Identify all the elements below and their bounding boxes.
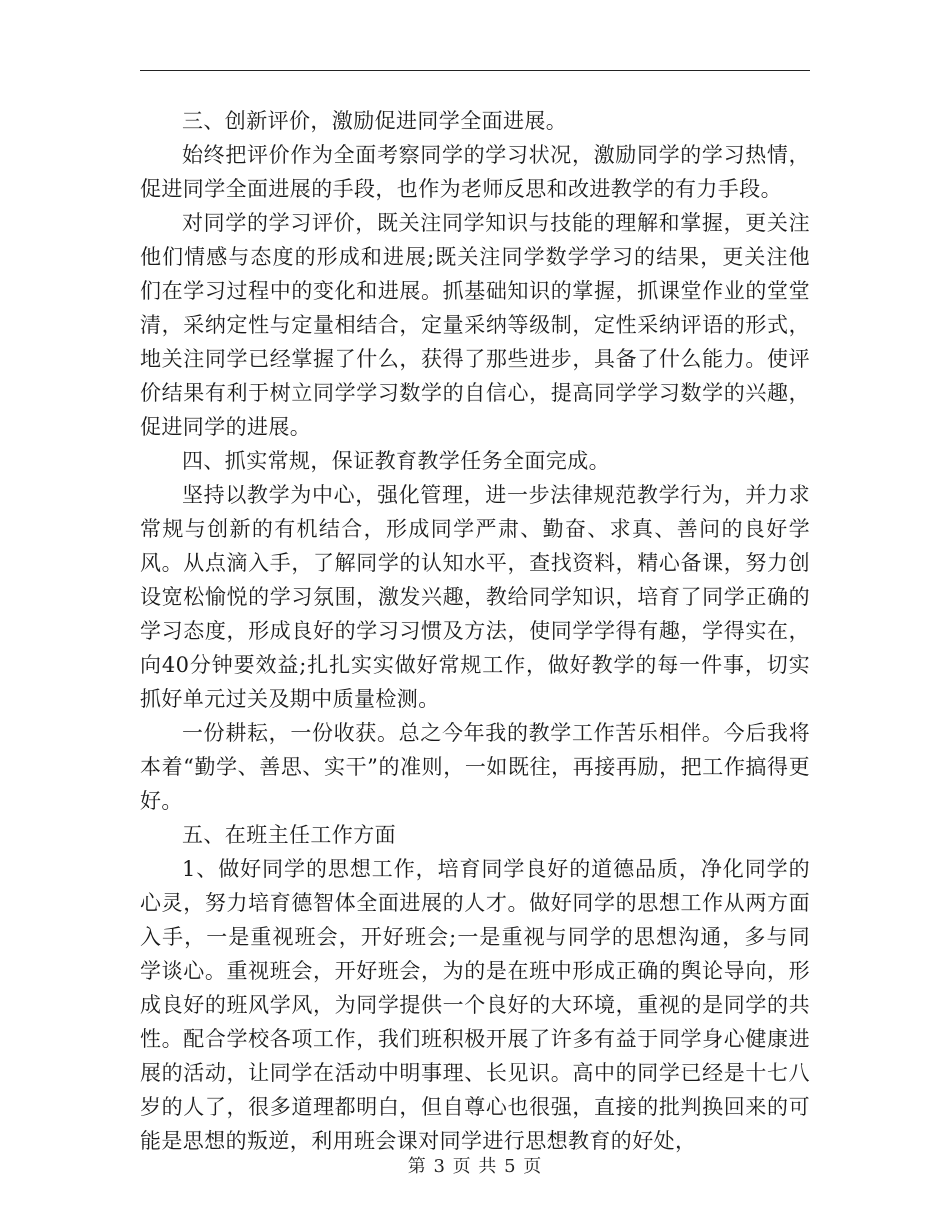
paragraph: 1、做好同学的思想工作，培育同学良好的道德品质，净化同学的心灵，努力培育德智体全面进展的人才。做好同学的思想工作从两方面入手，一是重视班会，开好班会;一是重视与同学的思想沟通，多与同学谈心。重视班会，开好班会，为的是在班中形成正确的舆论导向，形成良好的班风学风，为同学提供一个良好的大环境，重视的是同学的共性。配合学校各项工作，我们班积极开展了许多有益于同学身心健康进展的活动，让同学在活动中明事理、长见识。高中的同学已经是十七八岁的人了，很多道理都明白，但自尊心也很强，直接的批判换回来的可能是思想的叛逆，利用班会课对同学进行思想教育的好处，	[140, 857, 810, 1153]
page-number: 第 3 页 共 5 页	[407, 1156, 543, 1177]
section-heading-3: 三、创新评价，激励促进同学全面进展。	[182, 109, 568, 133]
paragraph: 坚持以教学为中心，强化管理，进一步法律规范教学行为，并力求常规与创新的有机结合，形成同学严肃、勤奋、求真、善问的良好学风。从点滴入手，了解同学的认知水平，查找资料，精心备课，努力创设宽松愉悦的学习氛围，激发兴趣，教给同学知识，培育了同学正确的学习态度，形成良好的学习习惯及方法，使同学学得有趣，学得实在，向40分钟要效益;扎扎实实做好常规工作，做好教学的每一件事，切实抓好单元过关及期中质量检测。	[140, 483, 810, 711]
paragraph: 一份耕耘，一份收获。总之今年我的教学工作苦乐相伴。今后我将本着“勤学、善思、实干”的准则，一如既往，再接再励，把工作搞得更好。	[140, 721, 810, 813]
paragraph: 始终把评价作为全面考察同学的学习状况，激励同学的学习热情，促进同学全面进展的手段，也作为老师反思和改进教学的有力手段。	[140, 143, 810, 201]
paragraph: 对同学的学习评价，既关注同学知识与技能的理解和掌握，更关注他们情感与态度的形成和进展;既关注同学数学学习的结果，更关注他们在学习过程中的变化和进展。抓基础知识的掌握，抓课堂作业的堂堂清，采纳定性与定量相结合，定量采纳等级制，定性采纳评语的形式，地关注同学已经掌握了什么，获得了那些进步，具备了什么能力。使评价结果有利于树立同学学习数学的自信心，提高同学学习数学的兴趣，促进同学的进展。	[140, 211, 810, 439]
document-body	[140, 104, 810, 1158]
section-heading-5: 五、在班主任工作方面	[182, 823, 396, 847]
header-rule	[140, 70, 810, 71]
section-heading-4: 四、抓实常规，保证教育教学任务全面完成。	[182, 449, 610, 473]
